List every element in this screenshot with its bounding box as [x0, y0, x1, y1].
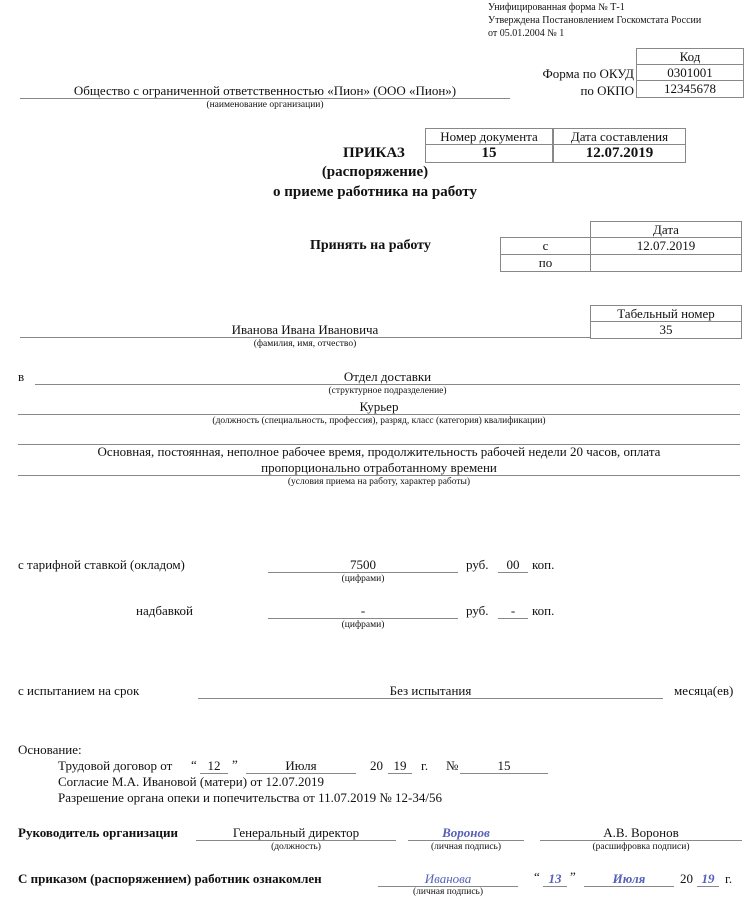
- doc-date: 12.07.2019: [553, 144, 686, 163]
- bonus-kop-label: коп.: [532, 603, 555, 618]
- ack-month-underline: [584, 886, 674, 887]
- probation-underline: [198, 698, 663, 699]
- ack-year-prefix: 20: [680, 871, 693, 886]
- ack-year-underline: [697, 886, 719, 887]
- ack-quote-close: ”: [570, 869, 576, 884]
- basis-contract-no-underline: [460, 773, 548, 774]
- head-name: А.В. Воронов: [603, 825, 679, 840]
- bonus-value: -: [360, 603, 366, 618]
- rate-value: 7500: [350, 557, 376, 572]
- rate-label: с тарифной ставкой (окладом): [18, 557, 185, 572]
- organization-underline: [20, 98, 510, 99]
- ack-month: Июля: [612, 871, 646, 886]
- head-name-caption: (расшифровка подписи): [592, 842, 690, 852]
- code-header: Код: [636, 48, 744, 65]
- ack-signature-caption: (личная подпись): [412, 887, 484, 897]
- basis-label: Основание:: [18, 742, 82, 757]
- tab-number-header: Табельный номер: [590, 305, 742, 322]
- bonus-kop-underline: [498, 618, 528, 619]
- doc-number: 15: [425, 144, 553, 163]
- employee-name-underline: [20, 337, 590, 338]
- basis-contract-no: 15: [497, 758, 511, 773]
- rate-caption: (цифрами): [341, 574, 385, 584]
- conditions-caption: (условия приема на работу, характер работы): [287, 477, 471, 487]
- hire-label: Принять на работу: [310, 238, 431, 253]
- ack-label: С приказом (распоряжением) работник ознакомлен: [18, 871, 322, 886]
- organization-caption: (наименование организации): [206, 100, 324, 110]
- order-topic: о приеме работника на работу: [273, 184, 477, 200]
- hire-to-value: [590, 254, 742, 272]
- conditions-line1: Основная, постоянная, неполное рабочее время, продолжительность рабочей недели 20 часов, оплата: [97, 444, 661, 459]
- basis-year-underline: [388, 773, 412, 774]
- position-underline: [18, 414, 740, 415]
- conditions-underline: [18, 475, 740, 476]
- bonus-underline: [268, 618, 458, 619]
- ack-year-g: г.: [725, 871, 733, 886]
- head-position: Генеральный директор: [232, 825, 360, 840]
- basis-day: 12: [207, 758, 221, 773]
- form-header-line2: Утверждена Постановлением Госкомстата России: [488, 15, 702, 26]
- rate-kop-value: 00: [506, 557, 520, 572]
- department-caption: (структурное подразделение): [328, 386, 447, 396]
- ack-year-suffix: 19: [701, 871, 715, 886]
- hire-from-value: 12.07.2019: [590, 237, 742, 255]
- okpo-value: 12345678: [636, 80, 744, 98]
- head-position-underline: [196, 840, 396, 841]
- bonus-caption: (цифрами): [341, 620, 385, 630]
- hire-date-header: Дата: [590, 221, 742, 238]
- head-signature-underline: [408, 840, 524, 841]
- tab-number-value: 35: [590, 321, 742, 339]
- okud-value: 0301001: [636, 64, 744, 81]
- department-name: Отдел доставки: [343, 369, 432, 384]
- probation-unit: месяца(ев): [674, 683, 734, 698]
- basis-contract-prefix: Трудовой договор от: [58, 758, 173, 773]
- rate-kop-label: коп.: [532, 557, 555, 572]
- ack-day-underline: [543, 886, 567, 887]
- rate-underline: [268, 572, 458, 573]
- hire-to-label: по: [500, 254, 591, 272]
- department-underline: [35, 384, 740, 385]
- order-subtitle: (распоряжение): [321, 164, 429, 180]
- bonus-rub-label: руб.: [466, 603, 489, 618]
- organization-name: Общество с ограниченной ответственностью «Пион» (ООО «Пион»): [73, 83, 457, 98]
- basis-year-suffix: 19: [393, 758, 407, 773]
- position-name: Курьер: [359, 399, 399, 414]
- position-caption: (должность (специальность, профессия), разряд, класс (категория) квалификации): [212, 416, 546, 426]
- probation-value: Без испытания: [389, 683, 472, 698]
- basis-quote-close: ”: [232, 757, 238, 772]
- ack-quote-open: “: [534, 869, 540, 884]
- rate-kop-underline: [498, 572, 528, 573]
- bonus-label: надбавкой: [136, 603, 193, 618]
- ack-signature: Иванова: [424, 871, 472, 886]
- okud-label: Форма по ОКУД: [542, 66, 634, 81]
- order-title: ПРИКАЗ: [343, 145, 405, 161]
- rate-rub-label: руб.: [466, 557, 489, 572]
- employee-name-caption: (фамилия, имя, отчество): [253, 339, 357, 349]
- basis-month: Июля: [285, 758, 317, 773]
- employee-name: Иванова Ивана Ивановича: [231, 322, 379, 337]
- head-signature: Воронов: [442, 825, 490, 840]
- hire-from-label: с: [500, 237, 591, 255]
- head-position-caption: (должность): [271, 842, 321, 852]
- basis-no-label: №: [446, 758, 459, 773]
- head-label: Руководитель организации: [18, 825, 178, 840]
- basis-year-g: г.: [421, 758, 429, 773]
- form-header-line3: от 05.01.2004 № 1: [488, 28, 565, 39]
- head-signature-caption: (личная подпись): [430, 842, 502, 852]
- basis-line2: Согласие М.А. Ивановой (матери) от 12.07.2019: [58, 774, 325, 789]
- ack-day: 13: [548, 871, 562, 886]
- doc-date-header: Дата составления: [553, 128, 686, 145]
- doc-number-header: Номер документа: [425, 128, 553, 145]
- basis-quote-open: “: [191, 757, 197, 772]
- conditions-line2: пропорционально отработанному времени: [261, 460, 497, 475]
- head-name-underline: [540, 840, 742, 841]
- probation-label: с испытанием на срок: [18, 683, 140, 698]
- bonus-kop-value: -: [510, 603, 516, 618]
- basis-year-prefix: 20: [370, 758, 383, 773]
- department-prefix: в: [18, 369, 25, 384]
- form-header-line1: Унифицированная форма № Т-1: [488, 2, 625, 13]
- okpo-label: по ОКПО: [580, 83, 634, 98]
- basis-line3: Разрешение органа опеки и попечительства от 11.07.2019 № 12-34/56: [58, 790, 442, 805]
